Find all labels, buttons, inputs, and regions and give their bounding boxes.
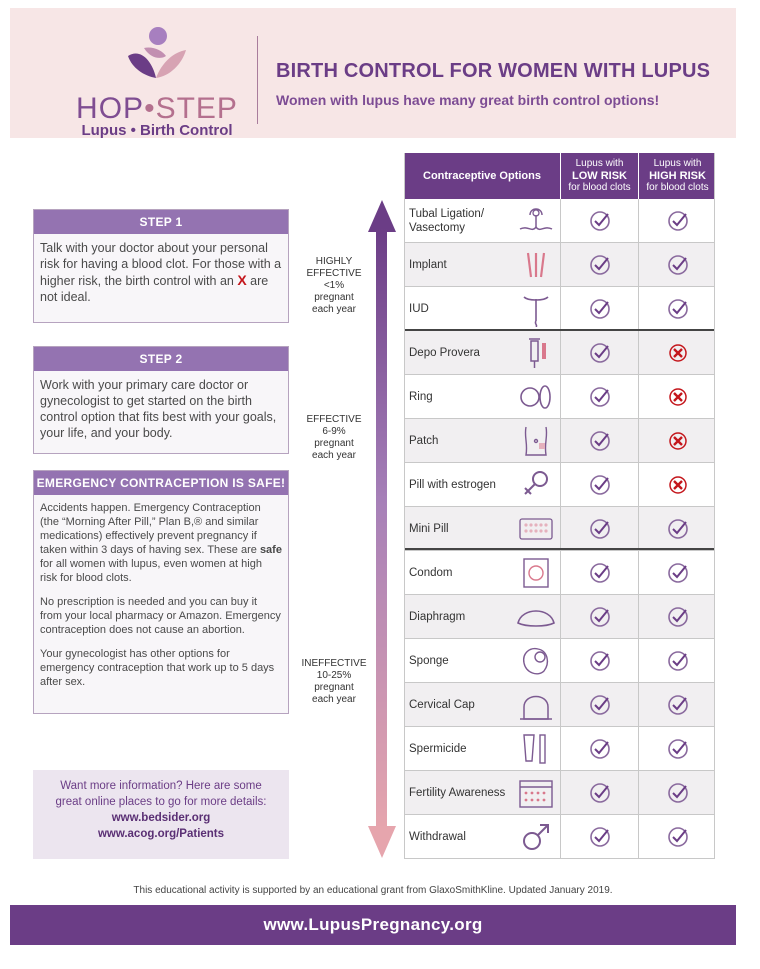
step-1-box: [33, 209, 289, 323]
header-banner: [10, 8, 736, 138]
check-icon: [561, 199, 638, 242]
check-icon: [561, 639, 638, 682]
check-icon: [639, 639, 716, 682]
logo-wordmark: HOP•STEP: [76, 92, 238, 125]
pill-pack-icon: [516, 511, 556, 547]
check-icon: [561, 331, 638, 374]
effective-label: EFFECTIVE 6-9% pregnant each year: [296, 412, 372, 464]
check-icon: [639, 507, 716, 550]
patch-icon: [516, 423, 556, 459]
check-icon: [639, 771, 716, 814]
grant-note: This educational activity is supported by an educational grant from GlaxoSmithKline. Updated January 2019.: [133, 885, 613, 896]
arrow-down-head-icon: [368, 826, 396, 858]
option-name: IUD: [409, 303, 429, 315]
male-symbol-icon: [516, 819, 556, 855]
injection-icon: [516, 335, 556, 371]
female-symbol-icon: [516, 467, 556, 503]
option-name: Withdrawal: [409, 831, 466, 843]
check-icon: [561, 287, 638, 330]
red-x-icon: [639, 331, 716, 374]
more-info-box: [33, 770, 289, 859]
step-1-heading: STEP 1: [34, 210, 288, 234]
emergency-heading: EMERGENCY CONTRACEPTION IS SAFE!: [34, 471, 288, 495]
check-icon: [561, 463, 638, 506]
check-icon: [561, 243, 638, 286]
spermicide-icon: [516, 731, 556, 767]
iud-icon: [516, 291, 556, 327]
option-name: Condom: [409, 567, 453, 579]
emergency-box: [33, 470, 289, 714]
step-2-box: [33, 346, 289, 454]
option-name: Sponge: [409, 655, 449, 667]
tubal-ligation-icon: [516, 203, 556, 239]
condom-icon: [516, 555, 556, 591]
calendar-icon: [516, 775, 556, 811]
option-name: Mini Pill: [409, 523, 449, 535]
page-subtitle: Women with lupus have many great birth control options!: [276, 92, 660, 108]
check-icon: [561, 683, 638, 726]
ring-icon: [516, 379, 556, 415]
cervical-cap-icon: [516, 687, 556, 723]
option-name: Spermicide: [409, 743, 467, 755]
red-x-icon: [639, 419, 716, 462]
check-icon: [639, 595, 716, 638]
check-icon: [561, 507, 638, 550]
option-name: Fertility Awareness: [409, 787, 506, 799]
check-icon: [561, 551, 638, 594]
logo-subtitle: Lupus • Birth Control: [81, 122, 233, 139]
step-1-text: Talk with your doctor about your personal risk for having a blood clot. For those with a higher risk, the birth control with an X are not ideal.: [40, 241, 282, 304]
contraceptive-table: [404, 153, 715, 859]
check-icon: [561, 595, 638, 638]
check-icon: [561, 815, 638, 858]
emergency-paragraph-2: No prescription is needed and you can buy it from your local pharmacy or Amazon. Emergency contraception does not cause an abortion.: [40, 596, 281, 636]
option-name: Patch: [409, 435, 439, 447]
bedsider-link[interactable]: www.bedsider.org: [111, 812, 211, 824]
implant-icon: [516, 247, 556, 283]
emergency-text: [34, 495, 288, 705]
emergency-paragraph-1: Accidents happen. Emergency Contraception (the “Morning After Pill,” Plan B,® and similar medications) effectively prevent pregnancy if taken within 3 days of having sex. These are safe for all women with lupus, even women at high risk for blood clots.: [40, 502, 282, 584]
check-icon: [561, 771, 638, 814]
effectiveness-arrow: [376, 228, 387, 830]
sponge-icon: [516, 643, 556, 679]
header-high-risk: Lupus with HIGH RISK for blood clots: [646, 158, 709, 193]
red-x-mark: X: [237, 272, 247, 288]
check-icon: [561, 727, 638, 770]
check-icon: [639, 683, 716, 726]
check-icon: [561, 375, 638, 418]
option-name: Ring: [409, 391, 433, 403]
option-name: Pill with estrogen: [409, 479, 496, 491]
red-x-icon: [639, 375, 716, 418]
group-divider-2: [404, 548, 715, 550]
footer-website[interactable]: www.LupusPregnancy.org: [10, 905, 736, 945]
emergency-paragraph-3: Your gynecologist has other options for emergency contraception that work up to 5 days after sex.: [40, 648, 275, 688]
option-name: Tubal Ligation/ Vasectomy: [409, 208, 485, 234]
check-icon: [639, 727, 716, 770]
highly-effective-label: HIGHLY EFFECTIVE <1% pregnant each year: [296, 254, 372, 318]
check-icon: [639, 287, 716, 330]
logo-figure-icon: [122, 26, 192, 90]
check-icon: [639, 815, 716, 858]
option-name: Cervical Cap: [409, 699, 475, 711]
check-icon: [639, 551, 716, 594]
header-contraceptive-options: Contraceptive Options: [423, 170, 541, 182]
table-header: [404, 153, 715, 199]
option-name: Implant: [409, 259, 447, 271]
option-name: Depo Provera: [409, 347, 480, 359]
step-2-text: Work with your primary care doctor or gynecologist to get started on the birth control option that fits best with your goals, your life, and your body.: [40, 378, 277, 440]
check-icon: [561, 419, 638, 462]
more-info-line-1: Want more information? Here are some: [60, 780, 262, 792]
more-info-line-2: great online places to go for more details:: [55, 796, 267, 808]
ineffective-label: INEFFECTIVE 10-25% pregnant each year: [296, 656, 372, 708]
header-low-risk: Lupus with LOW RISK for blood clots: [568, 158, 631, 193]
red-x-icon: [639, 463, 716, 506]
check-icon: [639, 199, 716, 242]
step-2-heading: STEP 2: [34, 347, 288, 371]
option-name: Diaphragm: [409, 611, 466, 623]
diaphragm-icon: [516, 599, 556, 635]
hop-step-logo: [74, 26, 254, 139]
group-divider-1: [404, 329, 715, 331]
page-title: BIRTH CONTROL FOR WOMEN WITH LUPUS: [276, 60, 711, 82]
check-icon: [639, 243, 716, 286]
header-divider: [257, 36, 258, 124]
acog-link[interactable]: www.acog.org/Patients: [97, 828, 225, 840]
